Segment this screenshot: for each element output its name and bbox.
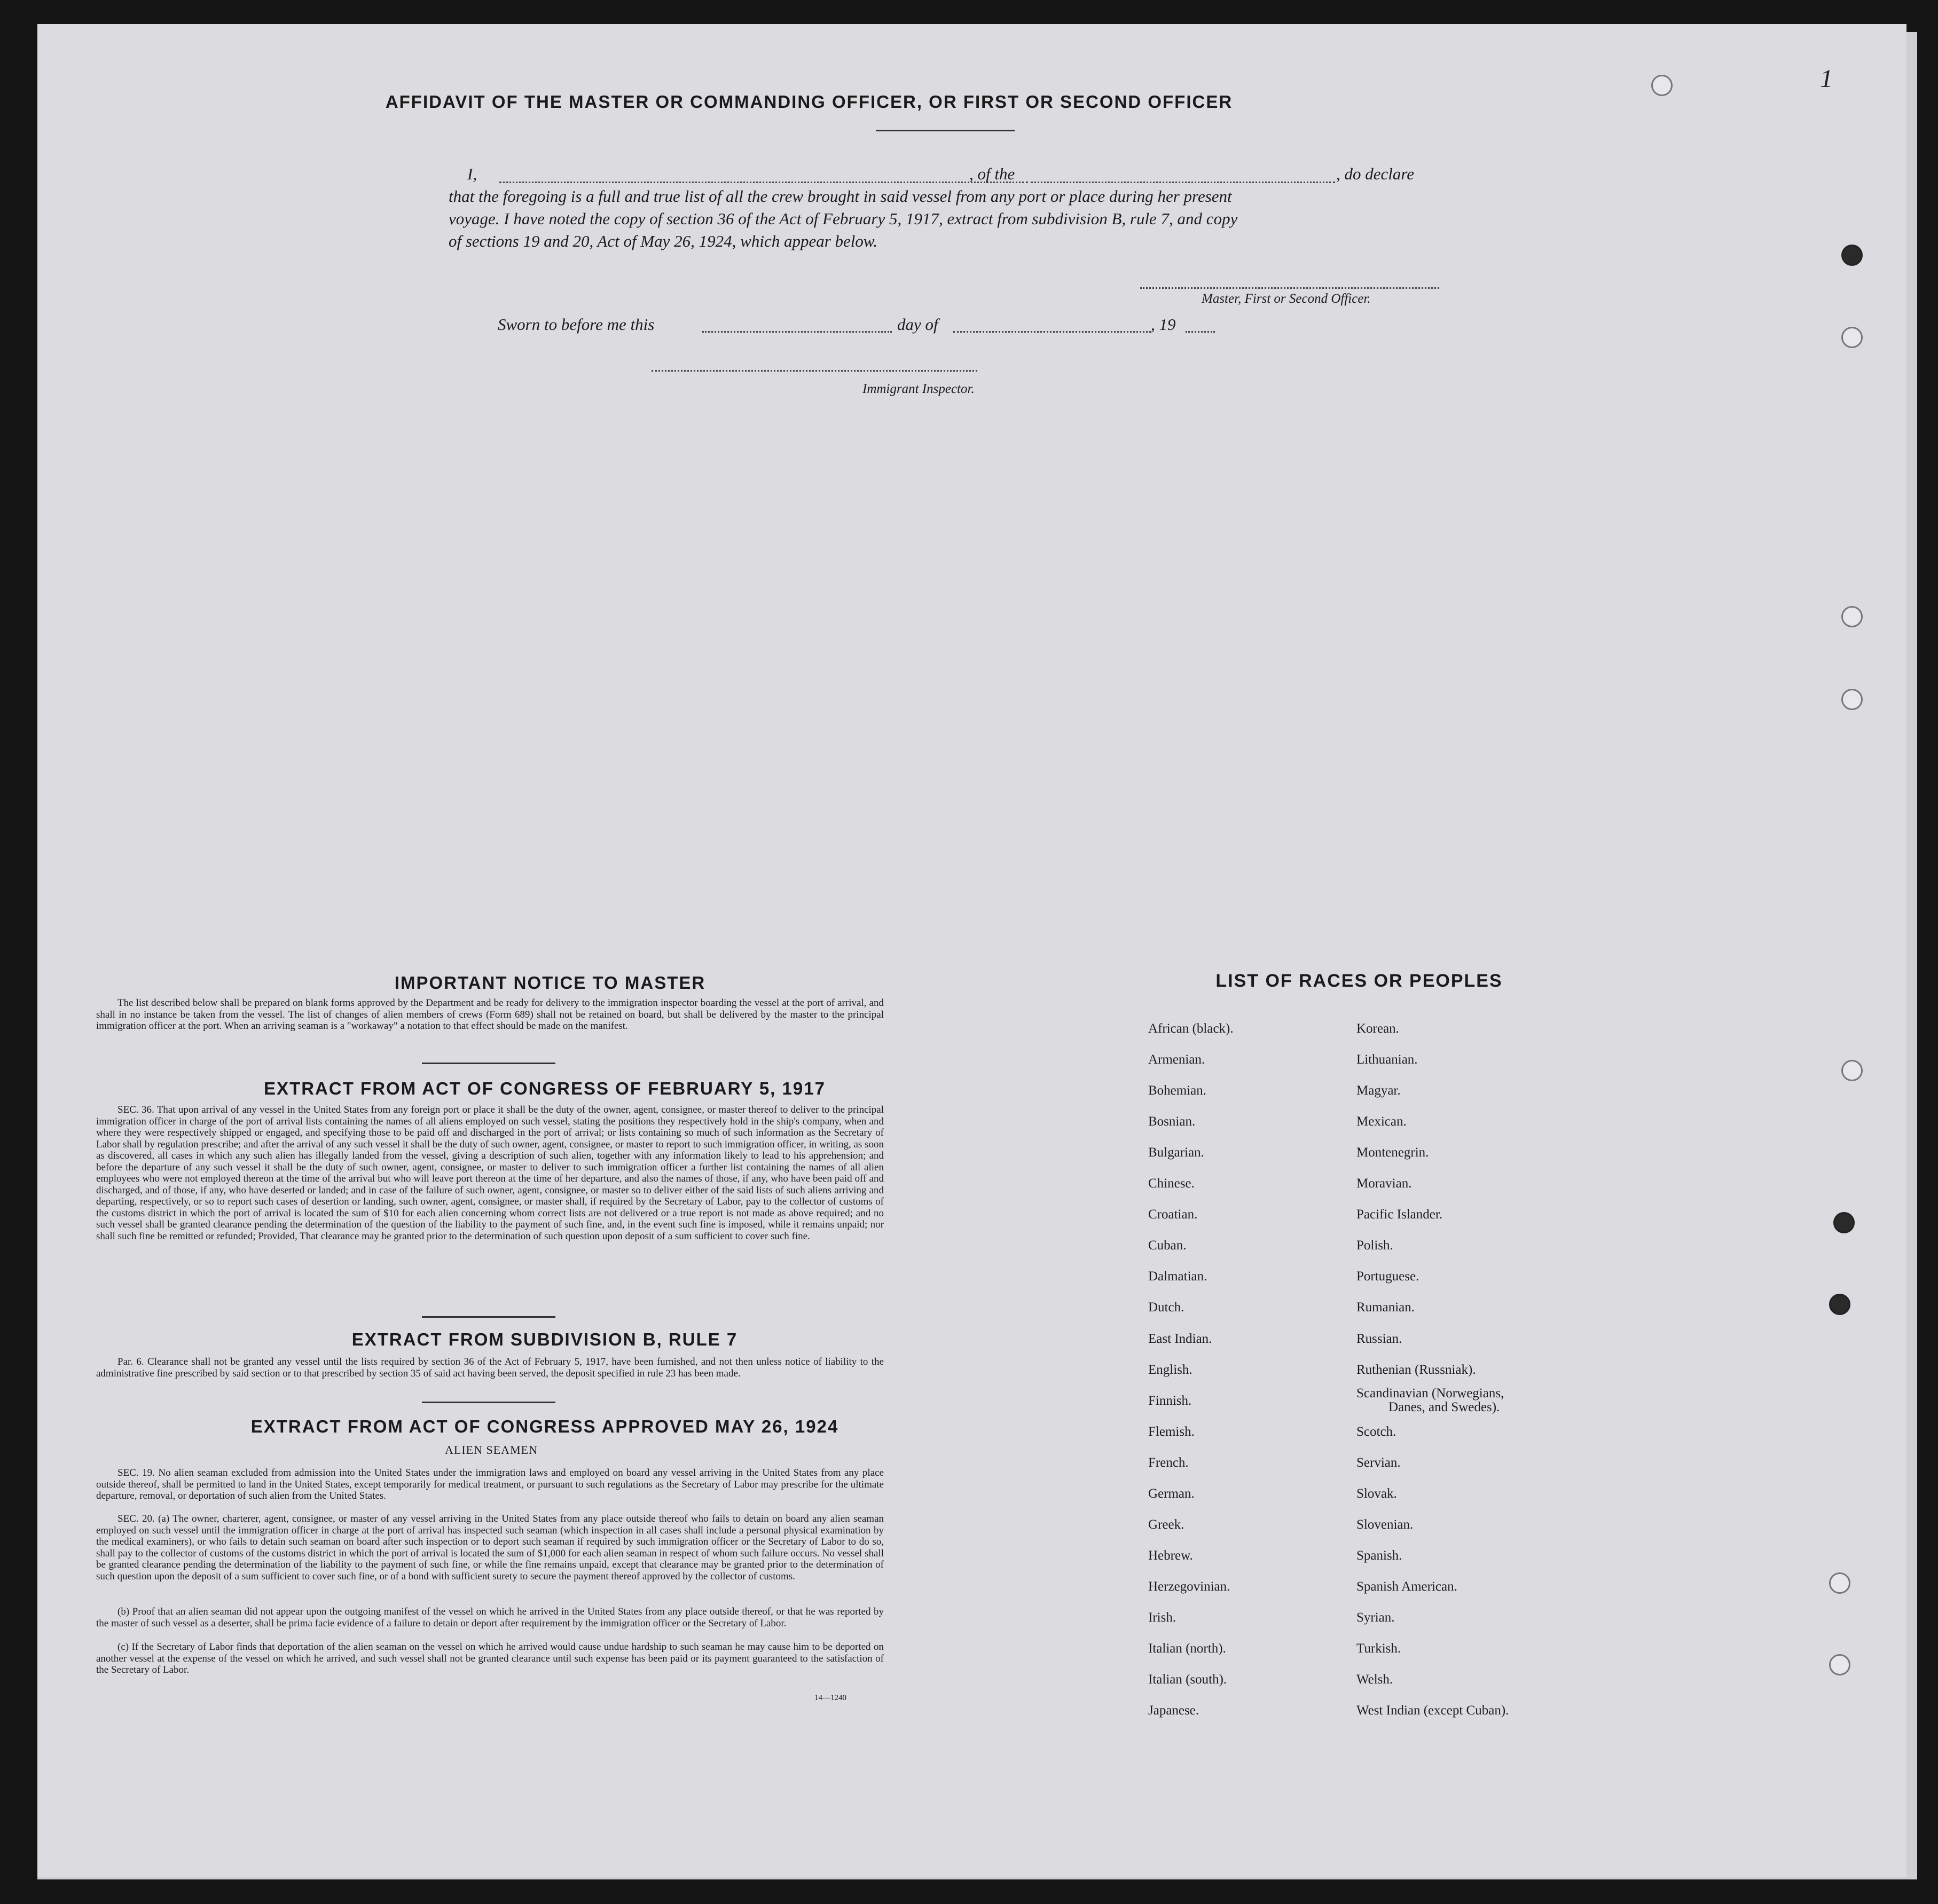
- binder-hole-icon: [1651, 75, 1673, 96]
- race-item: Servian.: [1356, 1455, 1401, 1470]
- extract-rule7-title: EXTRACT FROM SUBDIVISION B, RULE 7: [351, 1329, 738, 1349]
- race-item: Japanese.: [1148, 1703, 1199, 1718]
- affidavit-of-the: , of the: [969, 164, 1015, 183]
- race-item: Dutch.: [1148, 1300, 1184, 1315]
- binder-hole-icon: [1841, 327, 1863, 348]
- race-item: Moravian.: [1356, 1176, 1412, 1191]
- signature-blank[interactable]: [1140, 287, 1439, 289]
- binder-hole-icon: [1829, 1294, 1850, 1315]
- race-item: West Indian (except Cuban).: [1356, 1703, 1509, 1718]
- signature-label: Master, First or Second Officer.: [1202, 292, 1371, 306]
- affidavit-title-rule: [876, 130, 1015, 131]
- race-item: Pacific Islander.: [1356, 1207, 1443, 1222]
- extract-1917-title: EXTRACT FROM ACT OF CONGRESS OF FEBRUARY 5, 1917: [264, 1079, 826, 1098]
- races-title: LIST OF RACES OR PEOPLES: [1215, 971, 1503, 991]
- name-blank[interactable]: [499, 182, 1028, 183]
- affidavit-line1: [449, 164, 1479, 186]
- race-item: English.: [1148, 1362, 1192, 1377]
- race-item: Magyar.: [1356, 1083, 1401, 1098]
- section-20c-text: (c) If the Secretary of Labor finds that deportation of the alien seaman on the vessel on which he arrived would cause undue hardship to such seaman he may cause him to be deported on another vessel at the expense of the vessel on which he arrived, and such vessel shall not be granted clearance until such expense has been paid or its payment guaranteed to the satisfaction of the Secretary of Labor.: [96, 1641, 884, 1675]
- extract-rule7-text: Par. 6. Clearance shall not be granted any vessel until the lists required by section 36 of the Act of February 5, 1917, have been furnished, and not then unless notice of liability to the administrative fine prescribed by said section or to that prescribed by section 35 of said act having been served, the deposit specified in rule 23 has been made.: [96, 1356, 884, 1379]
- race-item: Spanish American.: [1356, 1579, 1457, 1594]
- race-item: Montenegrin.: [1356, 1145, 1429, 1160]
- race-item: Irish.: [1148, 1610, 1176, 1625]
- affidavit-line4: of sections 19 and 20, Act of May 26, 1924, which appear below.: [449, 232, 878, 250]
- race-item: Rumanian.: [1356, 1300, 1415, 1315]
- extract-1924-title: EXTRACT FROM ACT OF CONGRESS APPROVED MAY 26, 1924: [250, 1417, 839, 1436]
- notice-text: The list described below shall be prepared on blank forms approved by the Department and be ready for delivery to the immigration inspector boarding the vessel at the port of arrival, and shall in no instance be taken from the vessel. The list of changes of alien members of crews (Form 689) shall not be retained on board, but shall be delivered by the master to the principal immigration officer at the port. When an arriving seaman is a "workaway" a notation to that effect should be made on the manifest.: [96, 997, 884, 1032]
- race-item: Turkish.: [1356, 1641, 1401, 1656]
- race-item: Ruthenian (Russniak).: [1356, 1362, 1476, 1377]
- section-20b-text: (b) Proof that an alien seaman did not appear upon the outgoing manifest of the vessel on which he arrived in the United States from any place outside thereof, or that he was reported by the master of such vessel as a deserter, shall be prima facie evidence of a failure to detain or deport after requirement by the immigration officer or the Secretary of Labor.: [96, 1606, 884, 1629]
- race-item: Flemish.: [1148, 1424, 1195, 1439]
- affidavit-title: AFFIDAVIT OF THE MASTER OR COMMANDING OFFICER, OR FIRST OR SECOND OFFICER: [385, 92, 1233, 112]
- sworn-day-blank[interactable]: [702, 331, 892, 333]
- race-item: Italian (south).: [1148, 1672, 1227, 1687]
- race-item: Slovenian.: [1356, 1517, 1414, 1532]
- race-item: Armenian.: [1148, 1052, 1205, 1067]
- notice-title: IMPORTANT NOTICE TO MASTER: [394, 973, 706, 993]
- race-item: Croatian.: [1148, 1207, 1198, 1222]
- race-item: Portuguese.: [1356, 1269, 1419, 1284]
- binder-hole-icon: [1829, 1572, 1850, 1594]
- race-item: African (black).: [1148, 1021, 1234, 1036]
- race-item: Russian.: [1356, 1331, 1402, 1346]
- section-19-text: SEC. 19. No alien seaman excluded from admission into the United States under the immigration laws and employed on board any vessel arriving in the United States from any place outside thereof, shall be permitted to land in the United States, except temporarily for medical treatment, or pursuant to such regulations as the Secretary of Labor may prescribe for the ultimate departure, removal, or deportation of such alien from the United States.: [96, 1467, 884, 1501]
- binder-hole-icon: [1841, 606, 1863, 627]
- race-item: Finnish.: [1148, 1393, 1192, 1408]
- affidavit-do-declare: , do declare: [1336, 164, 1415, 183]
- race-item: Welsh.: [1356, 1672, 1393, 1687]
- race-item: Bulgarian.: [1148, 1145, 1204, 1160]
- divider: [422, 1316, 555, 1318]
- affidavit-i: I,: [467, 164, 477, 183]
- race-item: Syrian.: [1356, 1610, 1395, 1625]
- race-item: Mexican.: [1356, 1114, 1407, 1129]
- race-item: Italian (north).: [1148, 1641, 1226, 1656]
- day-of-text: day of: [897, 315, 938, 334]
- page-number: 1: [1820, 65, 1833, 93]
- divider: [422, 1063, 555, 1064]
- race-item: French.: [1148, 1455, 1189, 1470]
- inspector-label: Immigrant Inspector.: [862, 382, 975, 396]
- race-item: Scandinavian (Norwegians,: [1356, 1386, 1504, 1401]
- affidavit-line3: voyage. I have noted the copy of section 36 of the Act of February 5, 1917, extract from subdivision B, rule 7, and copy: [449, 209, 1238, 228]
- binder-hole-icon: [1829, 1654, 1850, 1675]
- sworn-month-blank[interactable]: [953, 331, 1151, 333]
- race-item: Greek.: [1148, 1517, 1184, 1532]
- race-item-continuation: Danes, and Swedes).: [1388, 1399, 1500, 1414]
- race-item: East Indian.: [1148, 1331, 1212, 1346]
- race-item: Chinese.: [1148, 1176, 1195, 1191]
- inspector-signature-blank[interactable]: [652, 370, 977, 372]
- race-item: Polish.: [1356, 1238, 1393, 1253]
- race-item: Spanish.: [1356, 1548, 1402, 1563]
- year-prefix: , 19: [1151, 315, 1176, 334]
- form-number: 14—1240: [814, 1694, 846, 1702]
- form-sheet: [37, 24, 1906, 1877]
- vessel-blank[interactable]: [1031, 182, 1335, 183]
- year-blank[interactable]: [1186, 331, 1215, 333]
- race-item: Lithuanian.: [1356, 1052, 1418, 1067]
- section-20a-text: SEC. 20. (a) The owner, charterer, agent, consignee, or master of any vessel arriving in the United States from any place outside thereof who fails to detain on board any alien seaman employed on such vessel until the immigration officer in charge at the port of arrival has inspected such seaman (which inspection in all cases shall include a personal physical examination by the medical examiners), or who fails to detain such seaman on board after such inspection or to deport such seaman if required by such immigration officer or the Secretary of Labor to do so, shall pay to the collector of customs of the customs district in which the port of arrival is located the sum of $1,000 for each alien seaman in respect of whom such failure occurs. No vessel shall be granted clearance pending the determination of the liability to the payment of such fine, or while the fine remains unpaid, except that clearance may be granted prior to the determination of such question upon the deposit of a sum sufficient to cover such fine, or of a bond with sufficient surety to secure the payment thereof approved by the collector of customs.: [96, 1513, 884, 1582]
- race-item: Scotch.: [1356, 1424, 1396, 1439]
- race-item: Bosnian.: [1148, 1114, 1196, 1129]
- race-item: Bohemian.: [1148, 1083, 1207, 1098]
- sworn-text: Sworn to before me this: [498, 315, 655, 334]
- race-item: German.: [1148, 1486, 1195, 1501]
- race-item: Herzegovinian.: [1148, 1579, 1230, 1594]
- race-item: Cuban.: [1148, 1238, 1187, 1253]
- race-item: Korean.: [1356, 1021, 1399, 1036]
- binder-hole-icon: [1841, 1060, 1863, 1081]
- race-item: Hebrew.: [1148, 1548, 1193, 1563]
- race-item: Dalmatian.: [1148, 1269, 1207, 1284]
- binder-hole-icon: [1841, 689, 1863, 710]
- extract-1917-text: SEC. 36. That upon arrival of any vessel in the United States from any foreign port or place it shall be the duty of the owner, agent, consignee, or master thereof to deliver to the principal immigration officer in charge of the port of arrival lists containing the names of all aliens employed on such vessel, stating the positions they respectively hold in the ship's company, when and where they were respectively shipped or engaged, and specifying those to be paid off and discharged in the port of arrival; or lists containing so much of such information as the Secretary of Labor shall by regulation prescribe; and after the arrival of any such vessel it shall be the duty of such owner, agent, consignee, or master to report to such immigration officer, in writing, as soon as discovered, all cases in which any such alien has illegally landed from the vessel, giving a description of such alien, together with any information likely to lead to his apprehension; and before the departure of any such vessel it shall be the duty of such owner, agent, consignee, or master to deliver to such immigration officer a further list containing the names of all alien employees who were not employed thereon at the time of the arrival but who will leave port thereon at the time of her departure, and also the names of those, if any, who have been paid off and discharged, and of those, if any, who have deserted or landed; and in case of the failure of such owner, agent, consignee, or master so to deliver either of the said lists of such aliens arriving and departing, respectively, or so to report such cases of desertion or landing, such owner, agent, consignee, or master shall, if required by the Secretary of Labor, pay to the collector of customs of the customs district in which the port of arrival is located the sum of $10 for each alien concerning whom correct lists are not delivered or a true report is not made as above required; and no such vessel shall be granted clearance pending the determination of the question of the liability to the payment of such fine, and, in the event such fine is imposed, while it remains unpaid; nor shall such fine be remitted or refunded; Provided, That clearance may be granted prior to the determination of such question upon deposit of a sum sufficient to cover such fine.: [96, 1104, 884, 1242]
- divider: [422, 1402, 555, 1403]
- affidavit-line2: that the foregoing is a full and true list of all the crew brought in said vessel from any port or place during her present: [449, 187, 1232, 206]
- race-item: Slovak.: [1356, 1486, 1397, 1501]
- extract-1924-subtitle: ALIEN SEAMEN: [445, 1443, 538, 1457]
- binder-hole-icon: [1841, 245, 1863, 266]
- binder-hole-icon: [1833, 1212, 1855, 1233]
